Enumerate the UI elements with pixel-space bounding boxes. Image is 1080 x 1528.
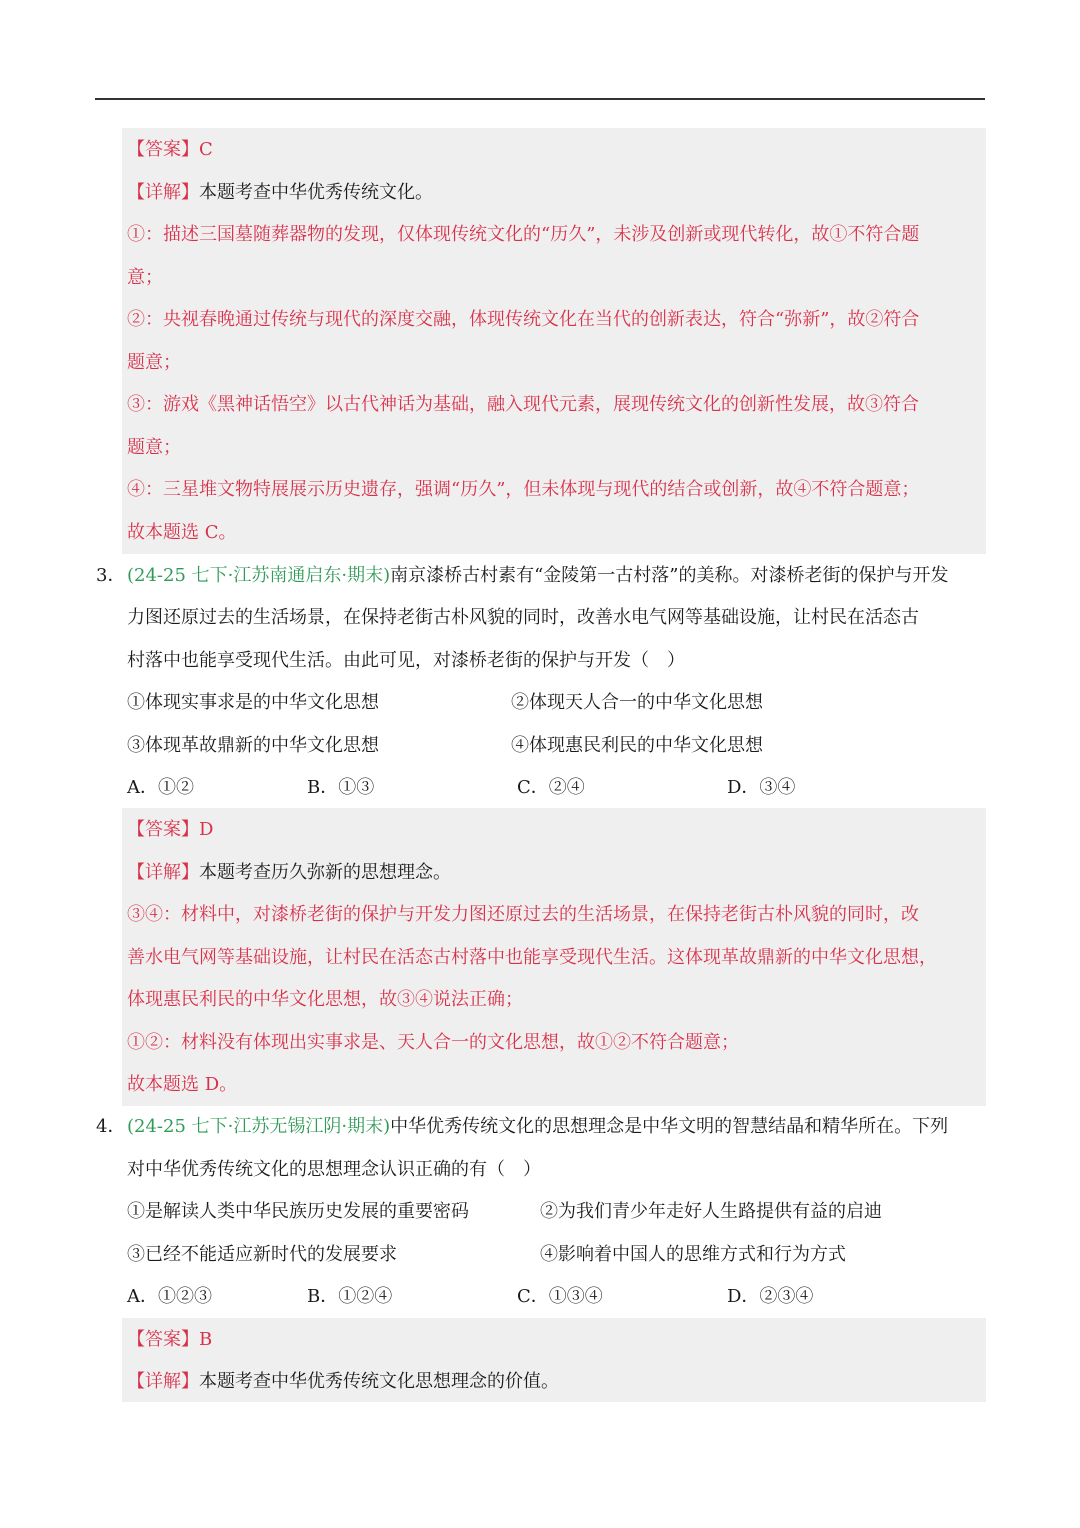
- detail-intro: 本题考查中华优秀传统文化思想理念的价值。: [199, 1371, 559, 1392]
- detail-tag: 【详解】: [127, 182, 199, 203]
- q4-statement: ①是解读人类中华民族历史发展的重要密码: [127, 1201, 469, 1222]
- q4-statement: ②为我们青少年走好人生路提供有益的启迪: [540, 1201, 882, 1222]
- q4-number: 4．: [96, 1116, 126, 1137]
- q3-detail-line: 善水电气网等基础设施，让村民在活态古村落中也能享受现代生活。这体现革故鼎新的中华文化思想，: [127, 947, 937, 968]
- q3-detail-line: 体现惠民利民的中华文化思想，故③④说法正确；: [127, 989, 523, 1010]
- q3-stem-line: 力图还原过去的生活场景，在保持老街古朴风貌的同时，改善水电气网等基础设施，让村民在活态古: [127, 607, 919, 628]
- detail-tag: 【详解】: [127, 1371, 199, 1392]
- header-rule: [95, 98, 985, 100]
- q2-detail-line: 题意；: [127, 352, 181, 373]
- q3-statement: ②体现天人合一的中华文化思想: [511, 692, 763, 713]
- answer-value: B: [199, 1329, 213, 1350]
- q3-stem-first: [127, 563, 949, 589]
- q3-source: (24-25 七下·江苏南通启东·期末): [127, 565, 391, 586]
- q4-choice-a[interactable]: A．①②③: [127, 1286, 212, 1307]
- q3-statement: ③体现革故鼎新的中华文化思想: [127, 735, 379, 756]
- answer-tag: 【答案】: [127, 139, 199, 160]
- q3-detail-line: ③④：材料中，对漆桥老街的保护与开发力图还原过去的生活场景，在保持老街古朴风貌的同时，改: [127, 904, 919, 925]
- q3-answer: [127, 817, 213, 843]
- q3-stem-line: 南京漆桥古村素有“金陵第一古村落”的美称。对漆桥老街的保护与开发: [390, 565, 949, 586]
- q4-choice-d[interactable]: D．②③④: [727, 1286, 814, 1307]
- detail-tag: 【详解】: [127, 862, 199, 883]
- q3-statement: ①体现实事求是的中华文化思想: [127, 692, 379, 713]
- q2-detail-intro: [127, 180, 433, 206]
- q2-detail-line: ②：央视春晚通过传统与现代的深度交融，体现传统文化在当代的创新表达，符合“弥新”，故②符合: [127, 309, 920, 330]
- q2-answer: [127, 137, 213, 163]
- q2-detail-line: 意；: [127, 267, 163, 288]
- detail-intro: 本题考查中华优秀传统文化。: [199, 182, 433, 203]
- q3-statement: ④体现惠民利民的中华文化思想: [511, 735, 763, 756]
- q3-choice-a[interactable]: A．①②: [127, 777, 194, 798]
- answer-tag: 【答案】: [127, 1329, 199, 1350]
- q4-detail-intro: [127, 1369, 559, 1395]
- q4-stem-first: [127, 1114, 948, 1140]
- q4-source: (24-25 七下·江苏无锡江阴·期末): [127, 1116, 391, 1137]
- q2-detail-line: 故本题选 C。: [127, 522, 237, 543]
- q2-detail-line: ①：描述三国墓随葬器物的发现，仅体现传统文化的“历久”，未涉及创新或现代转化，故①不符合题: [127, 224, 920, 245]
- q4-statement: ④影响着中国人的思维方式和行为方式: [540, 1244, 846, 1265]
- q3-choice-b[interactable]: B．①③: [307, 777, 375, 798]
- q4-choice-c[interactable]: C．①③④: [517, 1286, 603, 1307]
- q3-choice-d[interactable]: D．③④: [727, 777, 796, 798]
- q2-detail-line: 题意；: [127, 437, 181, 458]
- q3-detail-line: ①②：材料没有体现出实事求是、天人合一的文化思想，故①②不符合题意；: [127, 1032, 739, 1053]
- q3-choice-c[interactable]: C．②④: [517, 777, 585, 798]
- q4-stem-line: 对中华优秀传统文化的思想理念认识正确的有（ ）: [127, 1159, 541, 1180]
- answer-value: C: [199, 139, 213, 160]
- detail-intro: 本题考查历久弥新的思想理念。: [199, 862, 451, 883]
- q4-stem-line: 中华优秀传统文化的思想理念是中华文明的智慧结晶和精华所在。下列: [390, 1116, 949, 1137]
- answer-tag: 【答案】: [127, 819, 199, 840]
- q2-detail-line: ④：三星堆文物特展展示历史遗存，强调“历久”，但未体现与现代的结合或创新，故④不符合题意；: [127, 479, 920, 500]
- answer-value: D: [199, 819, 214, 840]
- q4-choice-b[interactable]: B．①②④: [307, 1286, 393, 1307]
- q4-answer: [127, 1327, 212, 1353]
- q3-detail-line: 故本题选 D。: [127, 1074, 238, 1095]
- q4-statement: ③已经不能适应新时代的发展要求: [127, 1244, 397, 1265]
- q3-number: 3．: [96, 565, 126, 586]
- q3-stem-line: 村落中也能享受现代生活。由此可见，对漆桥老街的保护与开发（ ）: [127, 650, 685, 671]
- q2-detail-line: ③：游戏《黑神话悟空》以古代神话为基础，融入现代元素，展现传统文化的创新性发展，故③符合: [127, 394, 919, 415]
- q3-detail-intro: [127, 860, 451, 886]
